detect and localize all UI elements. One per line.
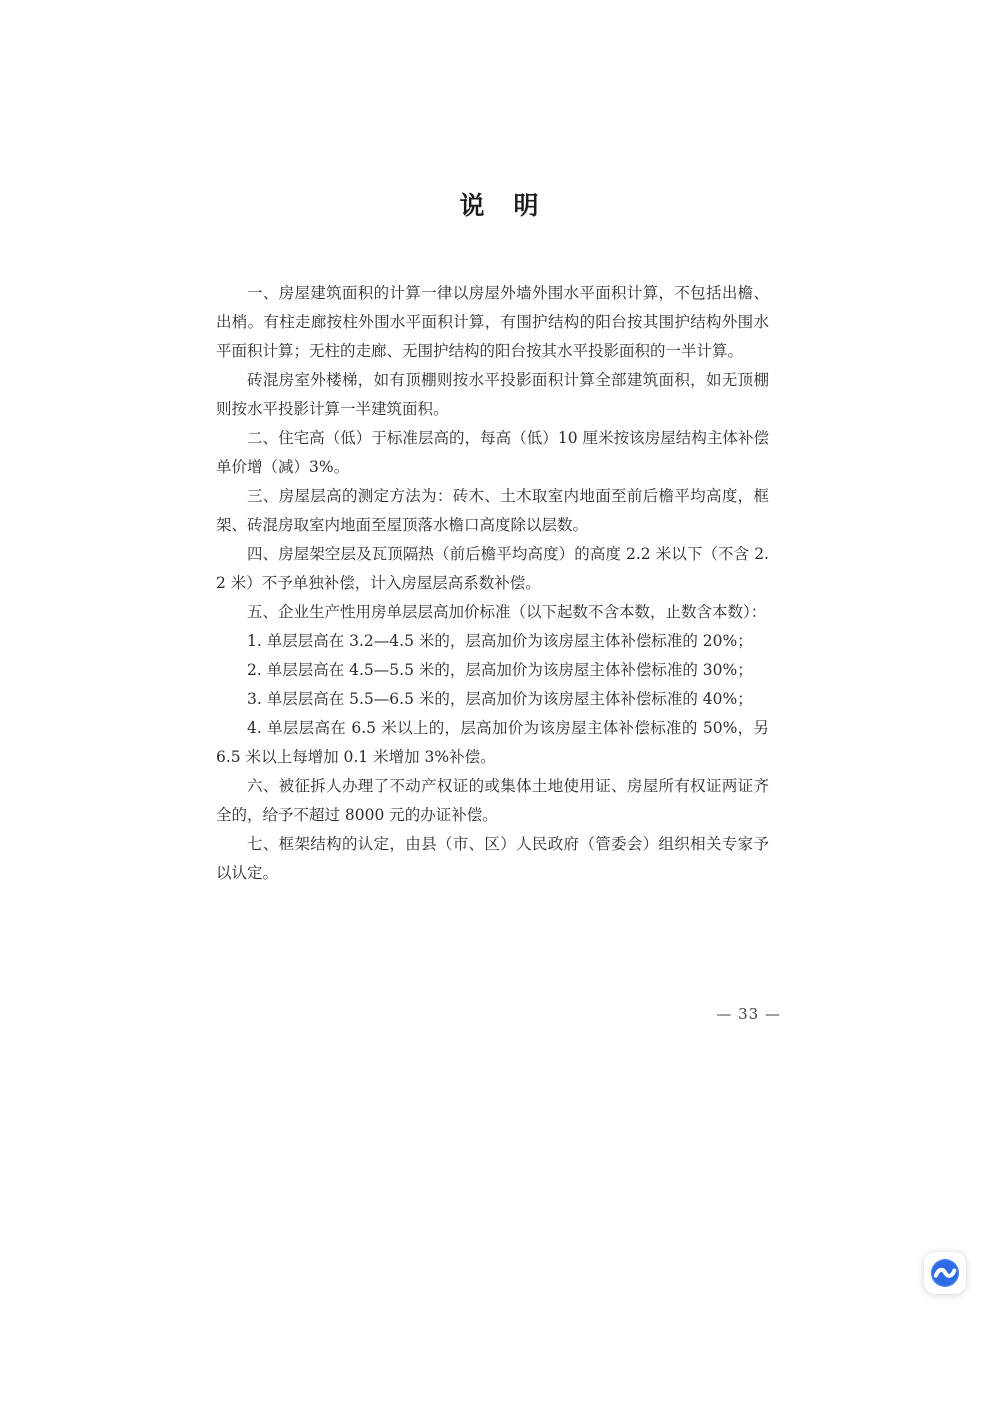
translate-wave-icon	[930, 1258, 960, 1288]
list-item-1: 1. 单层层高在 3.2—4.5 米的，层高加价为该房屋主体补偿标准的 20%；	[247, 632, 753, 650]
paragraph-11: 六、被征拆人办理了不动产权证的或集体土地使用证、房屋所有权证两证齐全的，给予不超过 8000 元的办证补偿。	[216, 777, 769, 824]
browser-extension-button[interactable]	[924, 1252, 966, 1294]
paragraph-2: 砖混房室外楼梯，如有顶棚则按水平投影面积计算全部建筑面积，如无顶棚则按水平投影计算一半建筑面积。	[216, 371, 769, 418]
paragraph-3: 二、住宅高（低）于标准层高的，每高（低）10 厘米按该房屋结构主体补偿单价增（减）3%。	[216, 429, 769, 476]
list-item-2: 2. 单层层高在 4.5—5.5 米的，层高加价为该房屋主体补偿标准的 30%；	[247, 661, 753, 679]
page-title: 说 明	[459, 191, 541, 220]
paragraph-4: 三、房屋层高的测定方法为：砖木、土木取室内地面至前后檐平均高度，框架、砖混房取室内地面至屋顶落水檐口高度除以层数。	[216, 487, 769, 534]
document-body	[216, 279, 781, 1029]
paragraph-6: 五、企业生产性用房单层层高加价标准（以下起数不含本数，止数含本数）：	[247, 603, 767, 621]
list-item-4: 4. 单层层高在 6.5 米以上的，层高加价为该房屋主体补偿标准的 50%，另 6.5 米以上每增加 0.1 米增加 3%补偿。	[216, 719, 769, 766]
page-number: — 33 —	[716, 1005, 781, 1023]
list-item-3: 3. 单层层高在 5.5—6.5 米的，层高加价为该房屋主体补偿标准的 40%；	[247, 690, 753, 708]
paragraph-12: 七、框架结构的认定，由县（市、区）人民政府（管委会）组织相关专家予以认定。	[216, 835, 769, 882]
paragraph-5: 四、房屋架空层及瓦顶隔热（前后檐平均高度）的高度 2.2 米以下（不含 2.2 米）不予单独补偿，计入房屋层高系数补偿。	[216, 545, 769, 592]
paragraph-1: 一、房屋建筑面积的计算一律以房屋外墙外围水平面积计算，不包括出檐、出梢。有柱走廊按柱外围水平面积计算，有围护结构的阳台按其围护结构外围水平面积计算；无柱的走廊、无围护结构的阳台按其水平投影面积的一半计算。	[216, 284, 769, 360]
